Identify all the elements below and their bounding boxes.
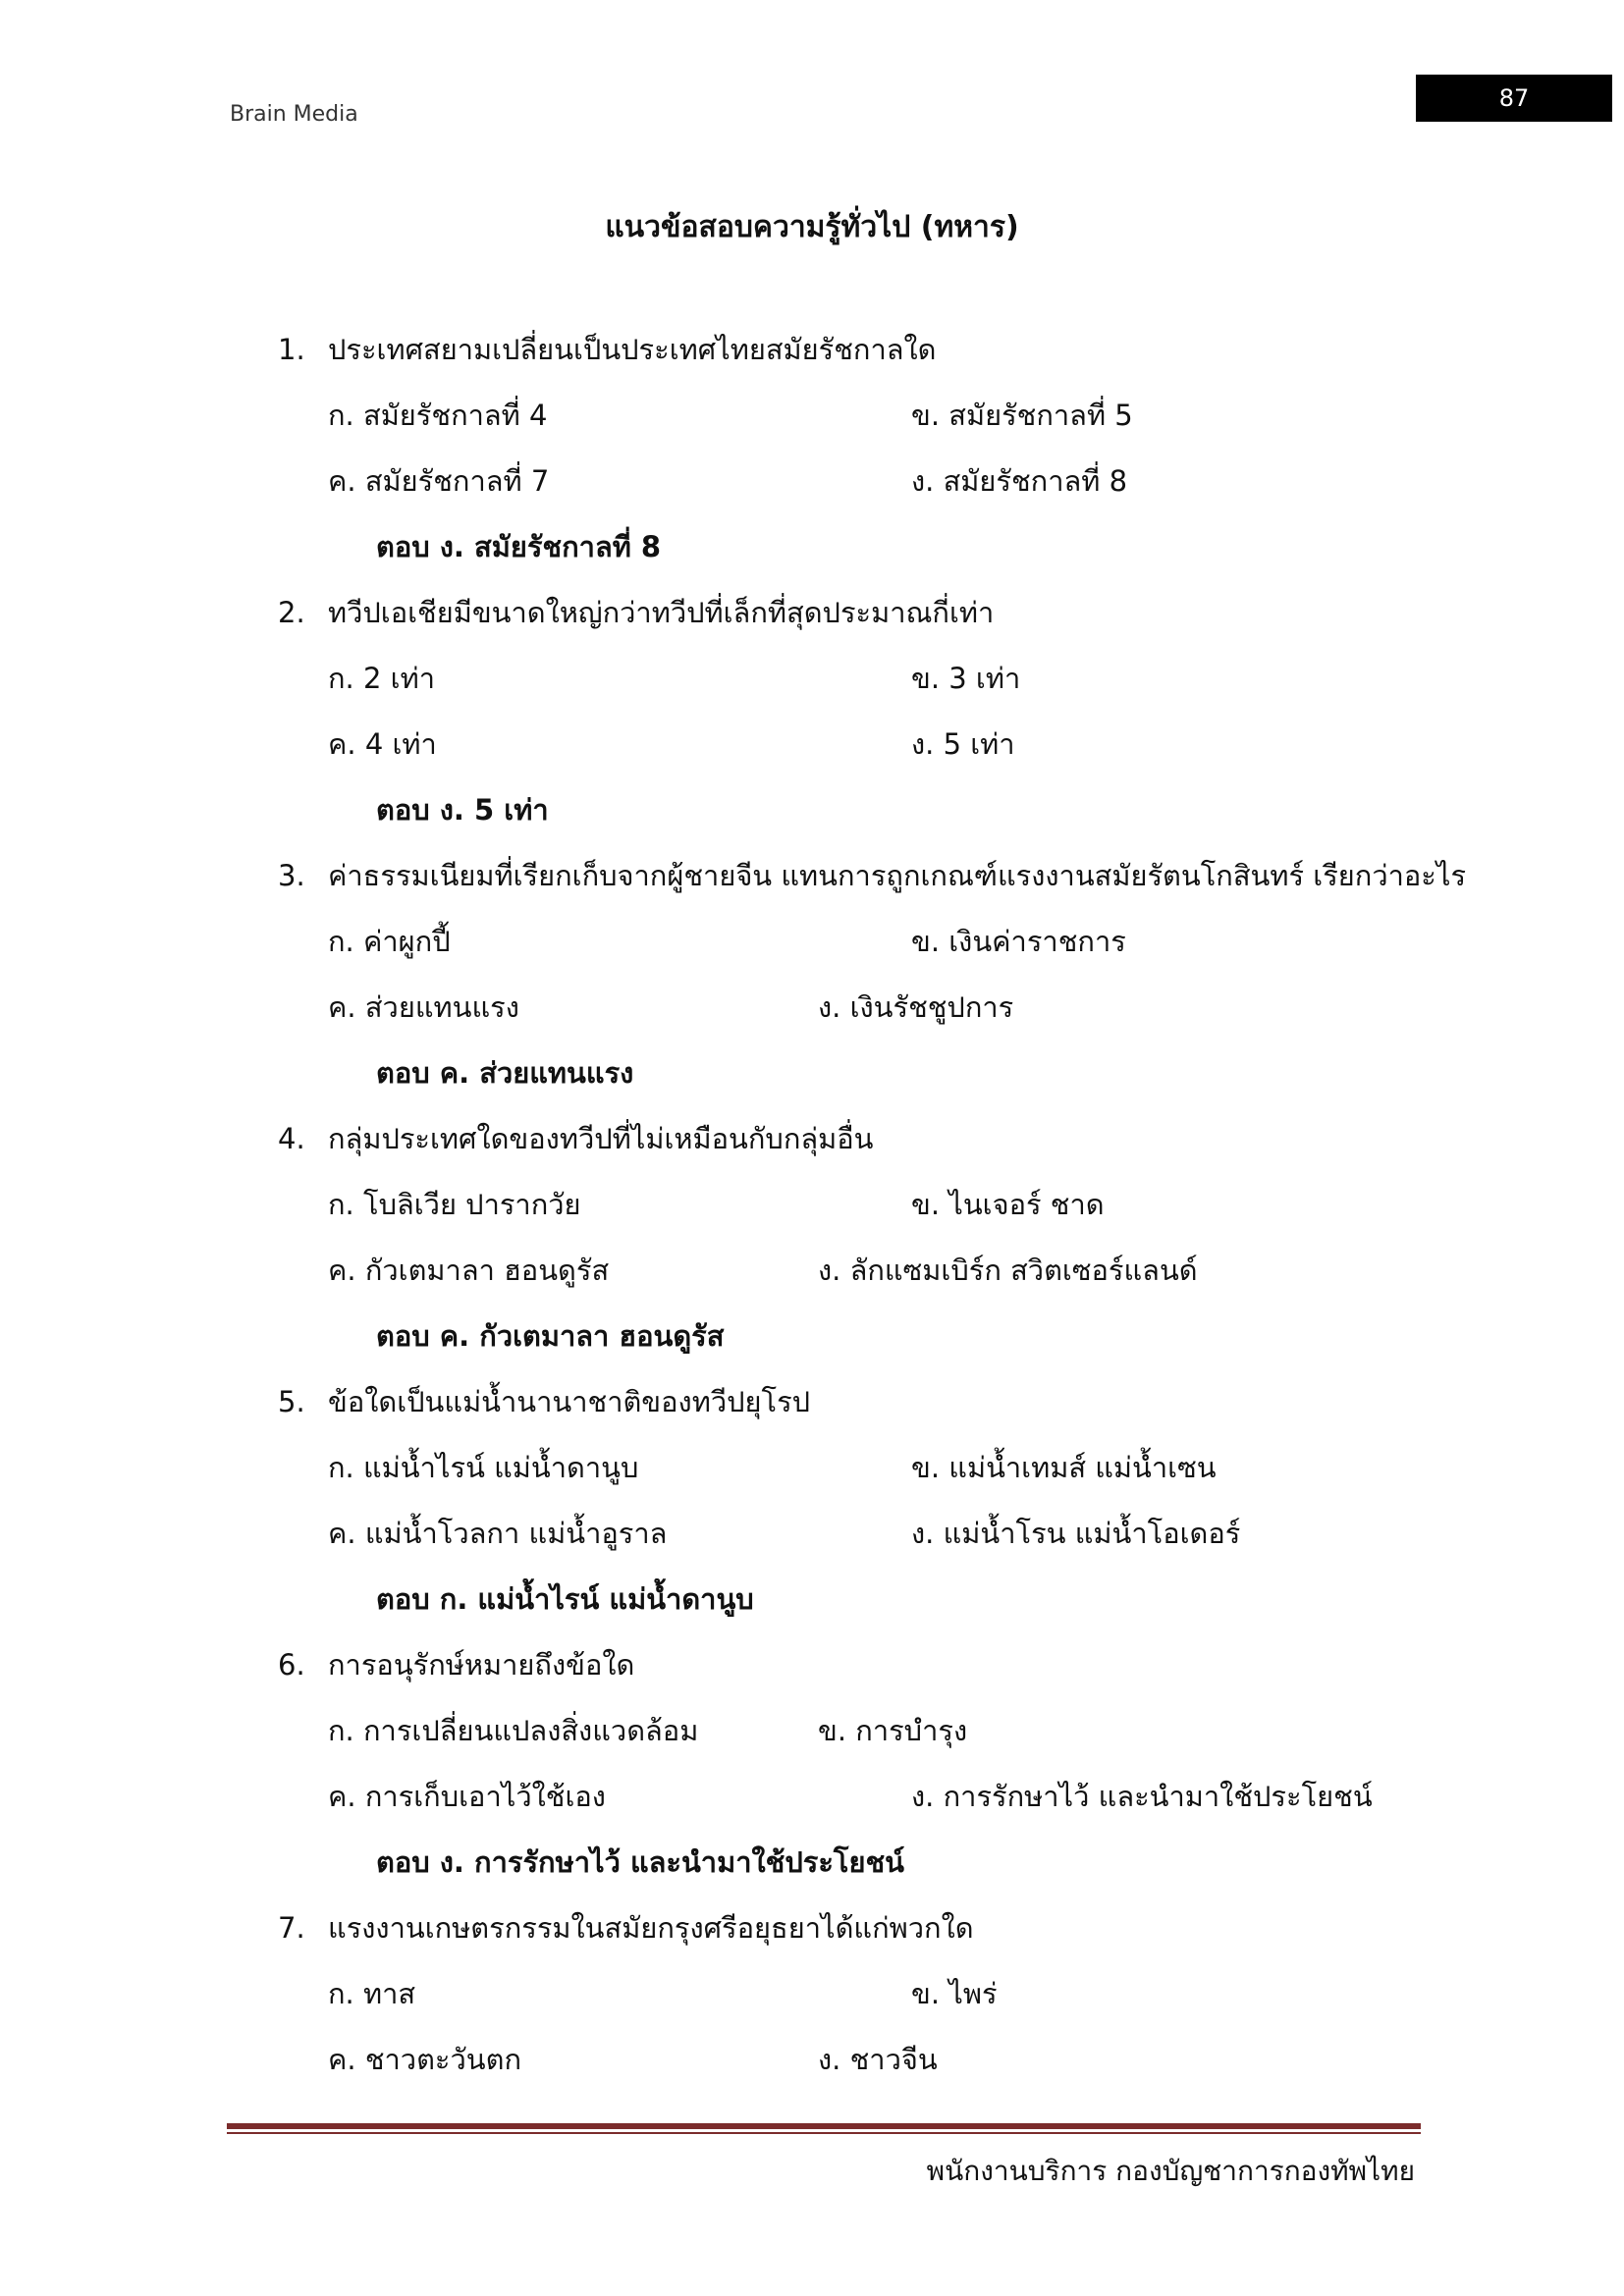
option-c: ค. การเก็บเอาไว้ใช้เอง — [328, 1780, 606, 1813]
option-c: ค. แม่น้ำโวลกา แม่น้ำอูราล — [328, 1517, 668, 1550]
question-number: 7. — [278, 1911, 305, 1945]
footer-text: พนักงานบริการ กองบัญชาการกองทัพไทย — [926, 2155, 1415, 2187]
option-a: ก. แม่น้ำไรน์ แม่น้ำดานูบ — [328, 1451, 639, 1484]
option-b: ข. แม่น้ำเทมส์ แม่น้ำเซน — [911, 1451, 1217, 1484]
option-a: ก. การเปลี่ยนแปลงสิ่งแวดล้อม — [328, 1714, 699, 1747]
option-c: ค. กัวเตมาลา ฮอนดูรัส — [328, 1254, 610, 1287]
option-c: ค. 4 เท่า — [328, 727, 437, 761]
answer: ตอบ ก. แม่น้ำไรน์ แม่น้ำดานูบ — [376, 1582, 754, 1616]
option-c: ค. สมัยรัชกาลที่ 7 — [328, 464, 550, 498]
page-title: แนวข้อสอบความรู้ทั่วไป (ทหาร) — [605, 210, 1019, 244]
option-d: ง. 5 เท่า — [911, 727, 1015, 761]
question-text: กลุ่มประเทศใดของทวีปที่ไม่เหมือนกับกลุ่มอื่น — [328, 1122, 874, 1155]
option-c: ค. ชาวตะวันตก — [328, 2043, 521, 2076]
option-a: ก. 2 เท่า — [328, 662, 435, 695]
question-number: 3. — [278, 859, 305, 892]
answer: ตอบ ค. ส่วยแทนแรง — [376, 1056, 634, 1090]
footer-divider-thin — [227, 2132, 1421, 2134]
option-c: ค. ส่วยแทนแรง — [328, 990, 519, 1024]
answer: ตอบ ง. การรักษาไว้ และนำมาใช้ประโยชน์ — [376, 1845, 904, 1879]
answer: ตอบ ง. 5 เท่า — [376, 793, 549, 827]
option-d: ง. สมัยรัชกาลที่ 8 — [911, 464, 1128, 498]
question-number: 4. — [278, 1122, 305, 1155]
question-text: ค่าธรรมเนียมที่เรียกเก็บจากผู้ชายจีน แทนการถูกเกณฑ์แรงงานสมัยรัตนโกสินทร์ เรียกว่าอะไร — [328, 859, 1467, 892]
option-d: ง. เงินรัชชูปการ — [818, 990, 1014, 1024]
option-a: ก. ค่าผูกปี้ — [328, 925, 451, 958]
option-a: ก. ทาส — [328, 1977, 416, 2010]
question-number: 6. — [278, 1648, 305, 1682]
question-text: ทวีปเอเชียมีขนาดใหญ่กว่าทวีปที่เล็กที่สุดประมาณกี่เท่า — [328, 596, 995, 629]
option-a: ก. สมัยรัชกาลที่ 4 — [328, 399, 548, 432]
question-text: แรงงานเกษตรกรรมในสมัยกรุงศรีอยุธยาได้แก่พวกใด — [328, 1911, 974, 1945]
option-b: ข. 3 เท่า — [911, 662, 1021, 695]
question-text: ข้อใดเป็นแม่น้ำนานาชาติของทวีปยุโรป — [328, 1385, 811, 1418]
option-d: ง. แม่น้ำโรน แม่น้ำโอเดอร์ — [911, 1517, 1241, 1550]
option-b: ข. ไพร่ — [911, 1977, 998, 2010]
question-text: ประเทศสยามเปลี่ยนเป็นประเทศไทยสมัยรัชกาลใด — [328, 333, 937, 366]
option-d: ง. ลักแซมเบิร์ก สวิตเซอร์แลนด์ — [818, 1254, 1198, 1287]
option-d: ง. การรักษาไว้ และนำมาใช้ประโยชน์ — [911, 1780, 1373, 1813]
header-brand: Brain Media — [230, 102, 358, 127]
footer-divider — [227, 2123, 1421, 2129]
page-number: 87 — [1416, 75, 1612, 122]
answer: ตอบ ง. สมัยรัชกาลที่ 8 — [376, 530, 662, 563]
option-a: ก. โบลิเวีย ปารากวัย — [328, 1188, 581, 1221]
answer: ตอบ ค. กัวเตมาลา ฮอนดูรัส — [376, 1319, 725, 1353]
option-b: ข. เงินค่าราชการ — [911, 925, 1126, 958]
option-b: ข. ไนเจอร์ ชาด — [911, 1188, 1105, 1221]
option-b: ข. การบำรุง — [818, 1714, 968, 1747]
question-number: 2. — [278, 596, 305, 629]
question-number: 1. — [278, 333, 305, 366]
question-number: 5. — [278, 1385, 305, 1418]
option-b: ข. สมัยรัชกาลที่ 5 — [911, 399, 1133, 432]
option-d: ง. ชาวจีน — [818, 2043, 938, 2076]
question-text: การอนุรักษ์หมายถึงข้อใด — [328, 1648, 635, 1682]
